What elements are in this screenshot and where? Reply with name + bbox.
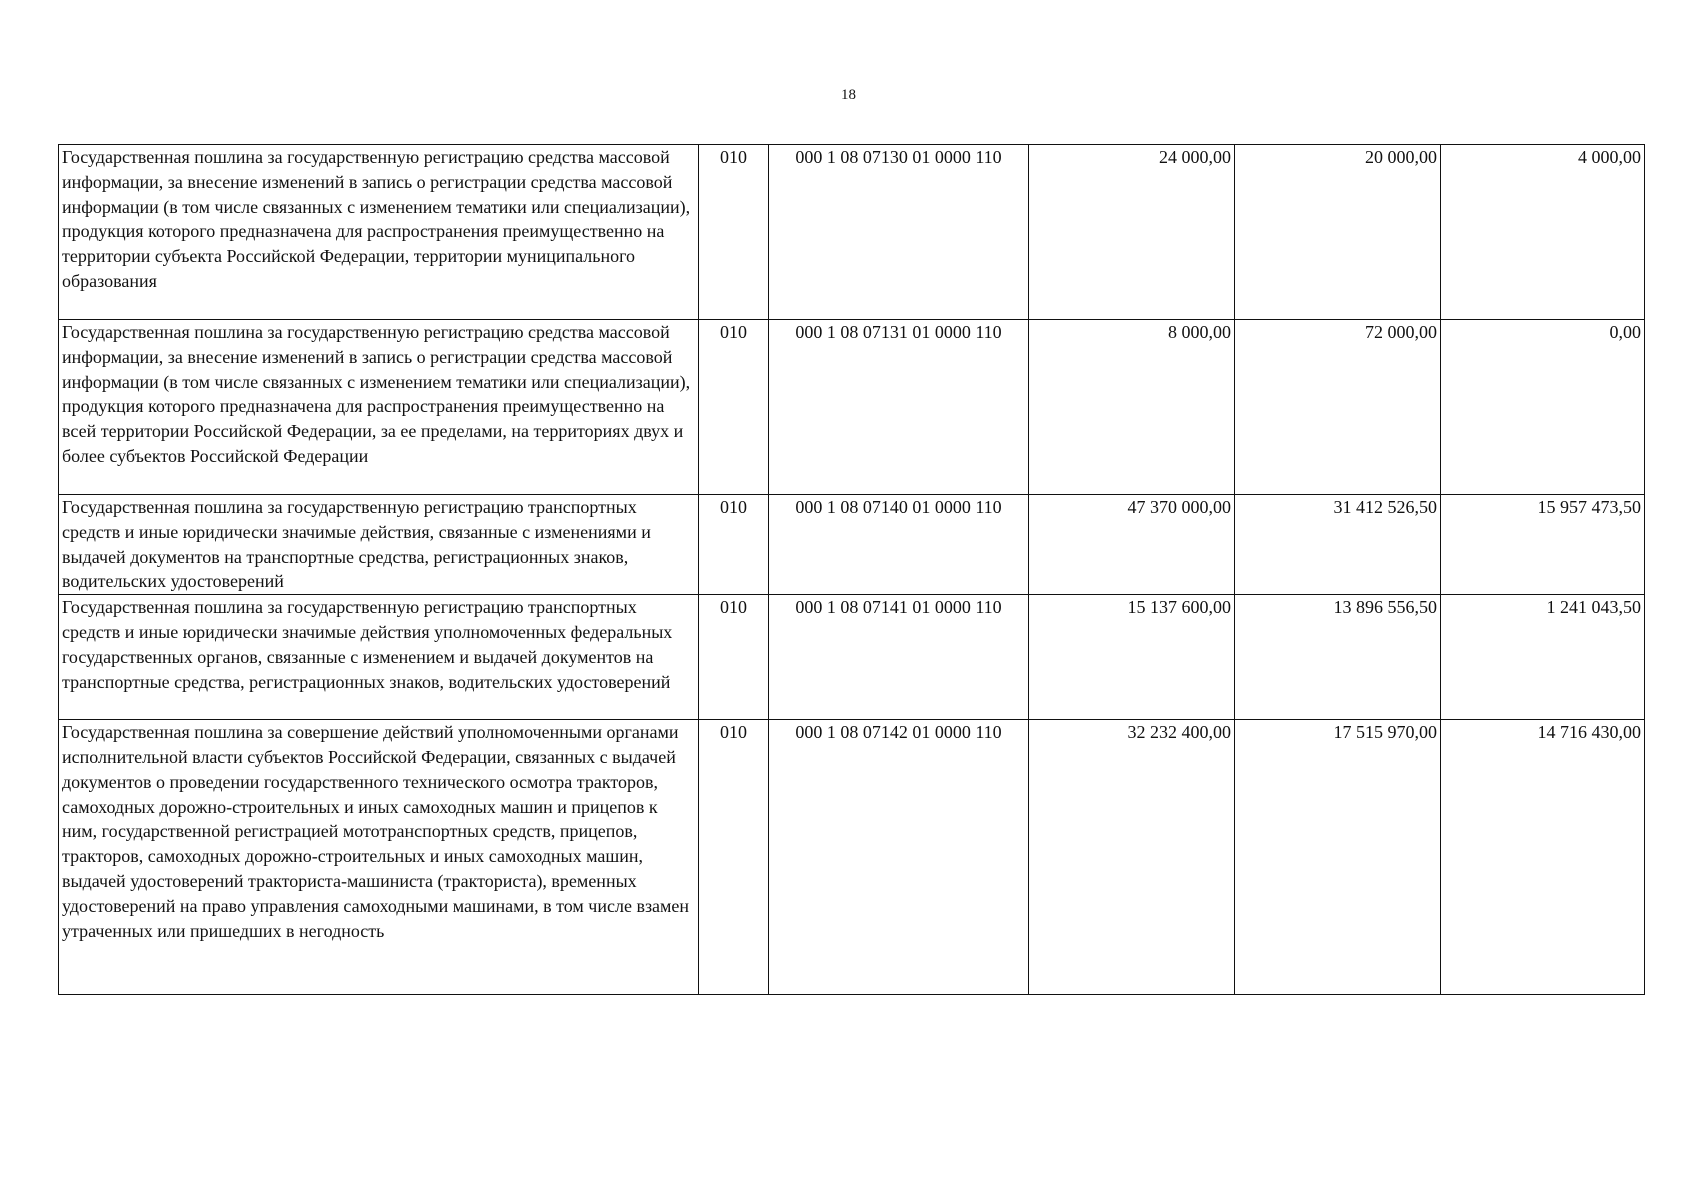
table-row <box>59 320 1645 495</box>
approved-amount-cell: 8 000,00 <box>1029 320 1235 495</box>
executed-amount-cell: 20 000,00 <box>1235 145 1441 320</box>
revenue-name-cell: Государственная пошлина за государственную регистрацию транспортных средств и иные юридически значимые действия, связанные с изменениями и выдачей документов на транспортные средства, регистрационных знаков, водительских удостоверений <box>59 495 699 595</box>
revenue-name-cell: Государственная пошлина за государственную регистрацию средства массовой информации, за внесение изменений в запись о регистрации средства массовой информации (в том числе связанных с изменением тематики или специализации), продукция которого предназначена для распространения преимущественно на территории субъекта Российской Федерации, территории муниципального образования <box>59 145 699 320</box>
approved-amount-cell: 32 232 400,00 <box>1029 720 1235 995</box>
budget-classification-code-cell: 000 1 08 07141 01 0000 110 <box>769 595 1029 720</box>
table-row <box>59 720 1645 995</box>
unexecuted-amount-cell: 0,00 <box>1441 320 1645 495</box>
revenue-table <box>58 144 1645 995</box>
table-row <box>59 495 1645 595</box>
unexecuted-amount-cell: 14 716 430,00 <box>1441 720 1645 995</box>
unexecuted-amount-cell: 4 000,00 <box>1441 145 1645 320</box>
line-code-cell: 010 <box>699 595 769 720</box>
table-row <box>59 595 1645 720</box>
unexecuted-amount-cell: 1 241 043,50 <box>1441 595 1645 720</box>
line-code-cell: 010 <box>699 495 769 595</box>
line-code-cell: 010 <box>699 320 769 495</box>
table-row <box>59 145 1645 320</box>
budget-classification-code-cell: 000 1 08 07130 01 0000 110 <box>769 145 1029 320</box>
unexecuted-amount-cell: 15 957 473,50 <box>1441 495 1645 595</box>
approved-amount-cell: 24 000,00 <box>1029 145 1235 320</box>
budget-classification-code-cell: 000 1 08 07131 01 0000 110 <box>769 320 1029 495</box>
approved-amount-cell: 47 370 000,00 <box>1029 495 1235 595</box>
line-code-cell: 010 <box>699 145 769 320</box>
revenue-name-cell: Государственная пошлина за совершение действий уполномоченными органами исполнительной власти субъектов Российской Федерации, связанных с выдачей документов о проведении государственного технического осмотра тракторов, самоходных дорожно-строительных и иных самоходных машин и прицепов к ним, государственной регистрацией мототранспортных средств, прицепов, тракторов, самоходных дорожно-строительных и иных самоходных машин, выдачей удостоверений тракториста-машиниста (тракториста), временных удостоверений на право управления самоходными машинами, в том числе взамен утраченных или пришедших в негодность <box>59 720 699 995</box>
executed-amount-cell: 31 412 526,50 <box>1235 495 1441 595</box>
executed-amount-cell: 13 896 556,50 <box>1235 595 1441 720</box>
approved-amount-cell: 15 137 600,00 <box>1029 595 1235 720</box>
line-code-cell: 010 <box>699 720 769 995</box>
revenue-name-cell: Государственная пошлина за государственную регистрацию транспортных средств и иные юридически значимые действия уполномоченных федеральных государственных органов, связанные с изменением и выдачей документов на транспортные средства, регистрационных знаков, водительских удостоверений <box>59 595 699 720</box>
budget-classification-code-cell: 000 1 08 07140 01 0000 110 <box>769 495 1029 595</box>
revenue-name-cell: Государственная пошлина за государственную регистрацию средства массовой информации, за внесение изменений в запись о регистрации средства массовой информации (в том числе связанных с изменением тематики или специализации), продукция которого предназначена для распространения преимущественно на всей территории Российской Федерации, за ее пределами, на территориях двух и более субъектов Российской Федерации <box>59 320 699 495</box>
executed-amount-cell: 72 000,00 <box>1235 320 1441 495</box>
budget-classification-code-cell: 000 1 08 07142 01 0000 110 <box>769 720 1029 995</box>
page-number: 18 <box>841 87 856 103</box>
executed-amount-cell: 17 515 970,00 <box>1235 720 1441 995</box>
